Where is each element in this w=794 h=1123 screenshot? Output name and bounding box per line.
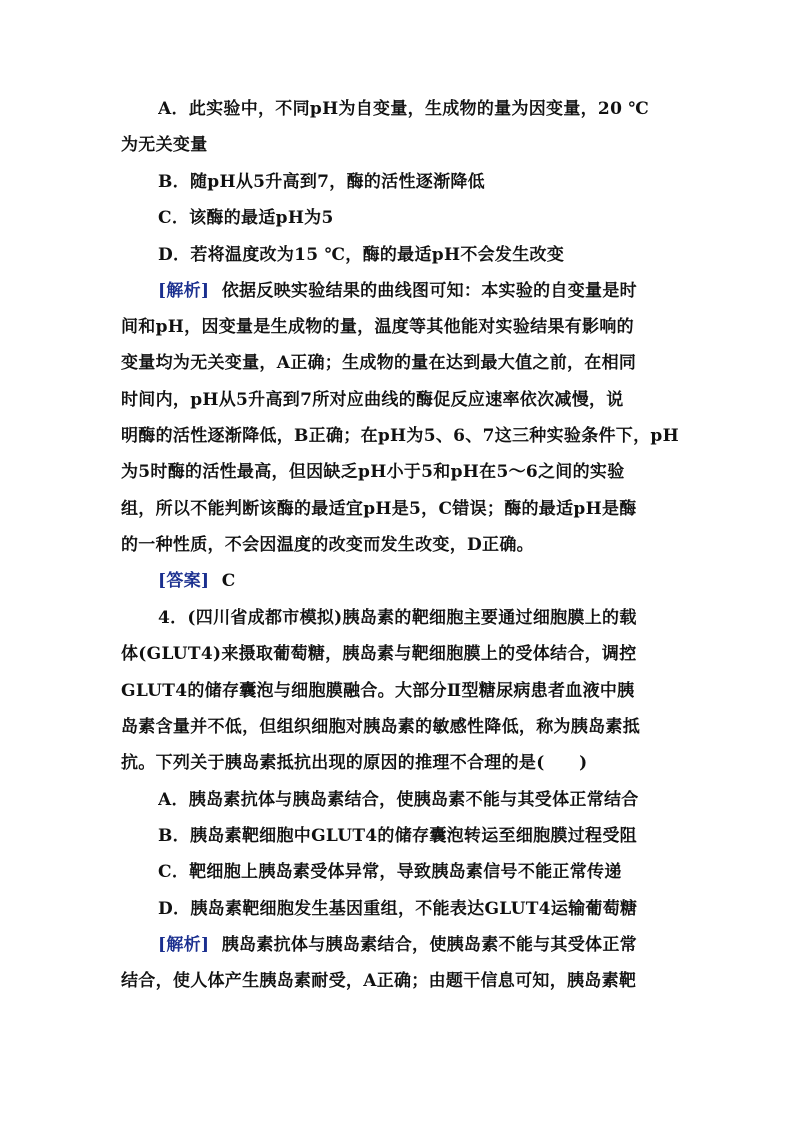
q4-option-d: D．胰岛素靶细胞发生基因重组，不能表达GLUT4运输葡萄糖 bbox=[158, 899, 638, 919]
q4-option-a: A．胰岛素抗体与胰岛素结合，使胰岛素不能与其受体正常结合 bbox=[158, 790, 639, 810]
q4-stem-line2: 体(GLUT4)来摄取葡萄糖，胰岛素与靶细胞膜上的受体结合，调控 bbox=[121, 644, 637, 664]
q3-analysis-line4: 时间内，pH从5升高到7所对应曲线的酶促反应速率依次减慢，说 bbox=[121, 390, 624, 410]
q3-analysis-line6: 为5时酶的活性最高，但因缺乏pH小于5和pH在5～6之间的实验 bbox=[121, 462, 625, 482]
q3-analysis-line5: 明酶的活性逐渐降低，B正确；在pH为5、6、7这三种实验条件下，pH bbox=[121, 426, 679, 446]
q3-option-a-line1: A．此实验中，不同pH为自变量，生成物的量为因变量，20 ℃ bbox=[158, 99, 650, 119]
analysis-text: 胰岛素抗体与胰岛素结合，使胰岛素不能与其受体正常 bbox=[221, 935, 637, 955]
q3-analysis-line7: 组，所以不能判断该酶的最适宜pH是5，C错误；酶的最适pH是酶 bbox=[121, 499, 637, 519]
analysis-tag: [解析] bbox=[158, 935, 210, 955]
q3-analysis-line8: 的一种性质，不会因温度的改变而发生改变，D正确。 bbox=[121, 535, 534, 555]
q3-analysis-line1 bbox=[158, 280, 681, 302]
analysis-tag: [解析] bbox=[158, 281, 210, 301]
q3-option-a-line2: 为无关变量 bbox=[121, 135, 208, 155]
q3-option-b: B．随pH从5升高到7，酶的活性逐渐降低 bbox=[158, 172, 485, 192]
answer-tag: [答案] bbox=[158, 571, 210, 591]
q4-option-b: B．胰岛素靶细胞中GLUT4的储存囊泡转运至细胞膜过程受阻 bbox=[158, 826, 637, 846]
q3-option-c: C．该酶的最适pH为5 bbox=[158, 208, 334, 228]
q3-option-d: D．若将温度改为15 ℃，酶的最适pH不会发生改变 bbox=[158, 245, 565, 265]
q3-analysis-line2: 间和pH，因变量是生成物的量，温度等其他能对实验结果有影响的 bbox=[121, 317, 634, 337]
q4-stem-line5: 抗。下列关于胰岛素抵抗出现的原因的推理不合理的是( ) bbox=[121, 753, 588, 773]
answer-value: C bbox=[221, 571, 236, 591]
q4-option-c: C．靶细胞上胰岛素受体异常，导致胰岛素信号不能正常传递 bbox=[158, 862, 622, 882]
q4-stem-line4: 岛素含量并不低，但组织细胞对胰岛素的敏感性降低，称为胰岛素抵 bbox=[121, 717, 640, 737]
q4-stem-line3: GLUT4的储存囊泡与细胞膜融合。大部分Ⅱ型糖尿病患者血液中胰 bbox=[121, 681, 635, 701]
q3-analysis-line3: 变量均为无关变量，A正确；生成物的量在达到最大值之前，在相同 bbox=[121, 353, 637, 373]
q4-analysis-line1 bbox=[158, 934, 681, 956]
q4-analysis-line2: 结合，使人体产生胰岛素耐受，A正确；由题干信息可知，胰岛素靶 bbox=[121, 971, 637, 991]
analysis-text: 依据反映实验结果的曲线图可知：本实验的自变量是时 bbox=[221, 281, 637, 301]
q4-stem-line1: 4．(四川省成都市模拟)胰岛素的靶细胞主要通过细胞膜上的载 bbox=[158, 608, 637, 628]
q3-answer bbox=[158, 570, 681, 592]
